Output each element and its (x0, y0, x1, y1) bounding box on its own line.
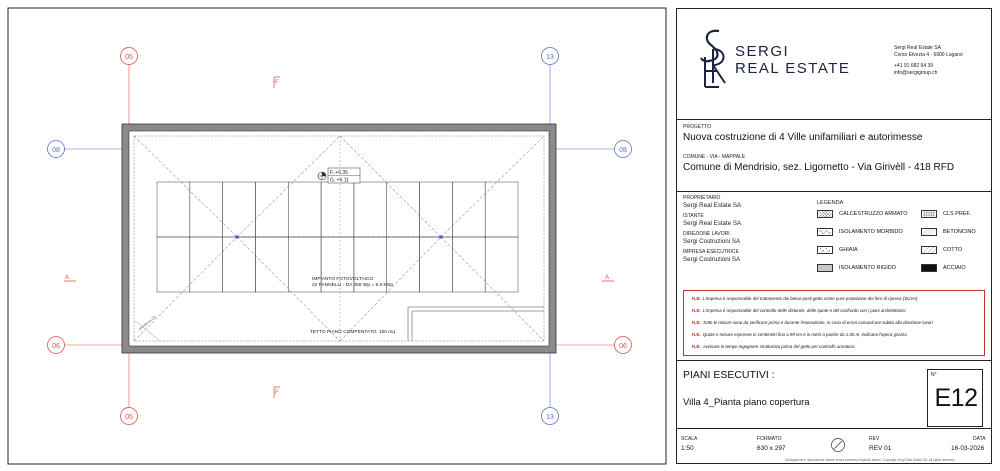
data-label: DATA (973, 436, 986, 442)
grey-swatch-icon (817, 264, 833, 272)
axis-bubble-05-bottom (121, 408, 138, 425)
role-value-istante: Sergi Real Estate SA (683, 220, 742, 227)
title-block (676, 8, 992, 464)
legend-title: LEGENDA (817, 200, 844, 206)
grid-swatch-icon (921, 210, 937, 218)
note-5: N.B. Avvisare in tempo ingegnere strutturista prima del getto per controllo armatura (692, 344, 855, 349)
axis-bubble-08-left (48, 141, 65, 158)
svg-text:05: 05 (125, 414, 133, 421)
wave-swatch-icon (817, 228, 833, 236)
notes-box (683, 290, 985, 356)
legend-cls-pref: CLS PREF. (921, 210, 971, 218)
progetto-label: PROGETTO (683, 124, 711, 130)
north-arrow-icon (830, 437, 846, 453)
logo-line-2: REAL ESTATE (735, 60, 851, 77)
data-value: 16-03-2026 (951, 445, 985, 452)
svg-text:F: F (275, 80, 279, 86)
sheet-title: Villa 4_Pianta piano copertura (683, 397, 810, 408)
scala-label: SCALA (681, 436, 698, 442)
number-label: N° (931, 372, 937, 378)
role-label-direzione: DIREZIONE LAVORI (683, 231, 730, 237)
comune-value: Comune di Mendrisio, sez. Ligornetto - Via Girivèll - 418 RFD (683, 162, 955, 173)
section-marker-f-top (274, 77, 280, 88)
role-label-istante: ISTANTE (683, 213, 704, 219)
legend-cotto: COTTO (921, 246, 962, 254)
elevation-g: G. +6.11 (330, 177, 349, 184)
pv-title: IMPIANTO FOTOVOLTAICO (312, 277, 374, 282)
section-marker-a-right (602, 275, 614, 281)
pv-detail: 22 PANNELLI - DA 458 Wp = 9.9 kWp (312, 283, 394, 288)
svg-text:08: 08 (619, 147, 627, 154)
slope-note: pendenza 2% (138, 314, 157, 331)
rev-label: REV (869, 436, 880, 442)
sergi-logo-icon (697, 27, 731, 89)
formato-label: FORMATO (757, 436, 782, 442)
axis-bubble-13-top (542, 48, 559, 65)
section-marker-a-left (64, 275, 76, 281)
role-value-proprietario: Sergi Real Estate SA (683, 202, 742, 209)
legend-calcestruzzo: CALCESTRUZZO ARMATO (817, 210, 908, 218)
copyright-footer: Divulgazione e riproduzione vietate senza consenso esplicito autore. Copyright Sergi Real Estate SA. All rights reserved. (785, 458, 956, 462)
axis-bubble-06-right (615, 337, 632, 354)
role-value-direzione: Sergi Costruzioni SA (683, 238, 741, 245)
legend-isolamento-rigido: ISOLAMENTO RIGIDO (817, 264, 896, 272)
note-1: N.B. L'impresa è responsabile del trattamento dei beton posti getto come pure protezione dei ferri di ripresa (SUVA) (692, 296, 918, 301)
sheet-number: E12 (934, 384, 978, 412)
note-3: N.B. Tutte le misure sono da verificare prima e durante l'esecuzione, in caso di errori comunicare subito alla direzione lavori (692, 320, 933, 325)
section-marker-f-bottom (274, 387, 280, 398)
roles-legend-section (677, 191, 991, 283)
company-logo-text (735, 43, 850, 77)
svg-text:F: F (275, 390, 279, 396)
rev-value: REV 01 (869, 445, 892, 452)
svg-text:06: 06 (52, 343, 60, 350)
diagonal-swatch-icon (921, 246, 937, 254)
legend-betoncino: BETONCINO (921, 228, 976, 236)
axis-bubble-05-top (121, 48, 138, 65)
svg-text:08: 08 (52, 147, 60, 154)
legend-isolamento-morbido: ISOLAMENTO MORBIDO (817, 228, 903, 236)
company-address: Sergi Real Estate SA Corso Elvezia 4 · 6900 Lugano +41 91 682 94 39 info@sergigroup.ch (894, 45, 963, 76)
progetto-value: Nuova costruzione di 4 Ville unifamiliari e autorimesse (683, 132, 923, 143)
roof-area-label: TETTO PIANO COMPENTATO: 100 mq (310, 330, 395, 335)
axis-bubble-08-right (615, 141, 632, 158)
note-2: N.B. L'impresa è responsabile del controllo delle distanze, delle quote e del confronto con i piani architettonici (692, 308, 906, 313)
legend-ghiaia: GHIAIA (817, 246, 858, 254)
axis-bubble-06-left (48, 337, 65, 354)
svg-text:06: 06 (619, 343, 627, 350)
roof-surface (129, 131, 549, 346)
axis-bubble-13-bottom (542, 408, 559, 425)
role-label-impresa: IMPRESA ESECUTRICE (683, 249, 739, 255)
fine-diagonal-swatch-icon (921, 228, 937, 236)
note-4: N.B. Quote e misure espresse in centimetri fino a 99 cm e in metri a partire da 1.00 m, indicano l'opera grezza (692, 332, 907, 337)
crosshatch-swatch-icon (817, 210, 833, 218)
piani-label: PIANI ESECUTIVI : (683, 369, 775, 381)
sheet-number-box (927, 369, 983, 427)
comune-label: COMUNE - VIA - MAPPALE (683, 154, 746, 160)
svg-text:05: 05 (125, 54, 133, 61)
legend-acciaio: ACCIAIO (921, 264, 966, 272)
company-logo-section (677, 9, 991, 119)
sheet-info-row (677, 428, 991, 464)
scala-value: 1:50 (681, 445, 694, 452)
svg-text:A: A (65, 275, 70, 281)
role-label-proprietario: PROPRIETARIO (683, 195, 721, 201)
project-section (677, 119, 991, 191)
svg-text:13: 13 (546, 54, 554, 61)
role-value-impresa: Sergi Costruzioni SA (683, 256, 741, 263)
logo-line-1: SERGI (735, 43, 790, 60)
svg-text:A: A (605, 275, 610, 281)
elevation-f: F. +6.35 (330, 170, 348, 176)
black-swatch-icon (921, 264, 937, 272)
svg-text:13: 13 (546, 414, 554, 421)
formato-value: 630 x 297 (757, 445, 786, 452)
dots-swatch-icon (817, 246, 833, 254)
